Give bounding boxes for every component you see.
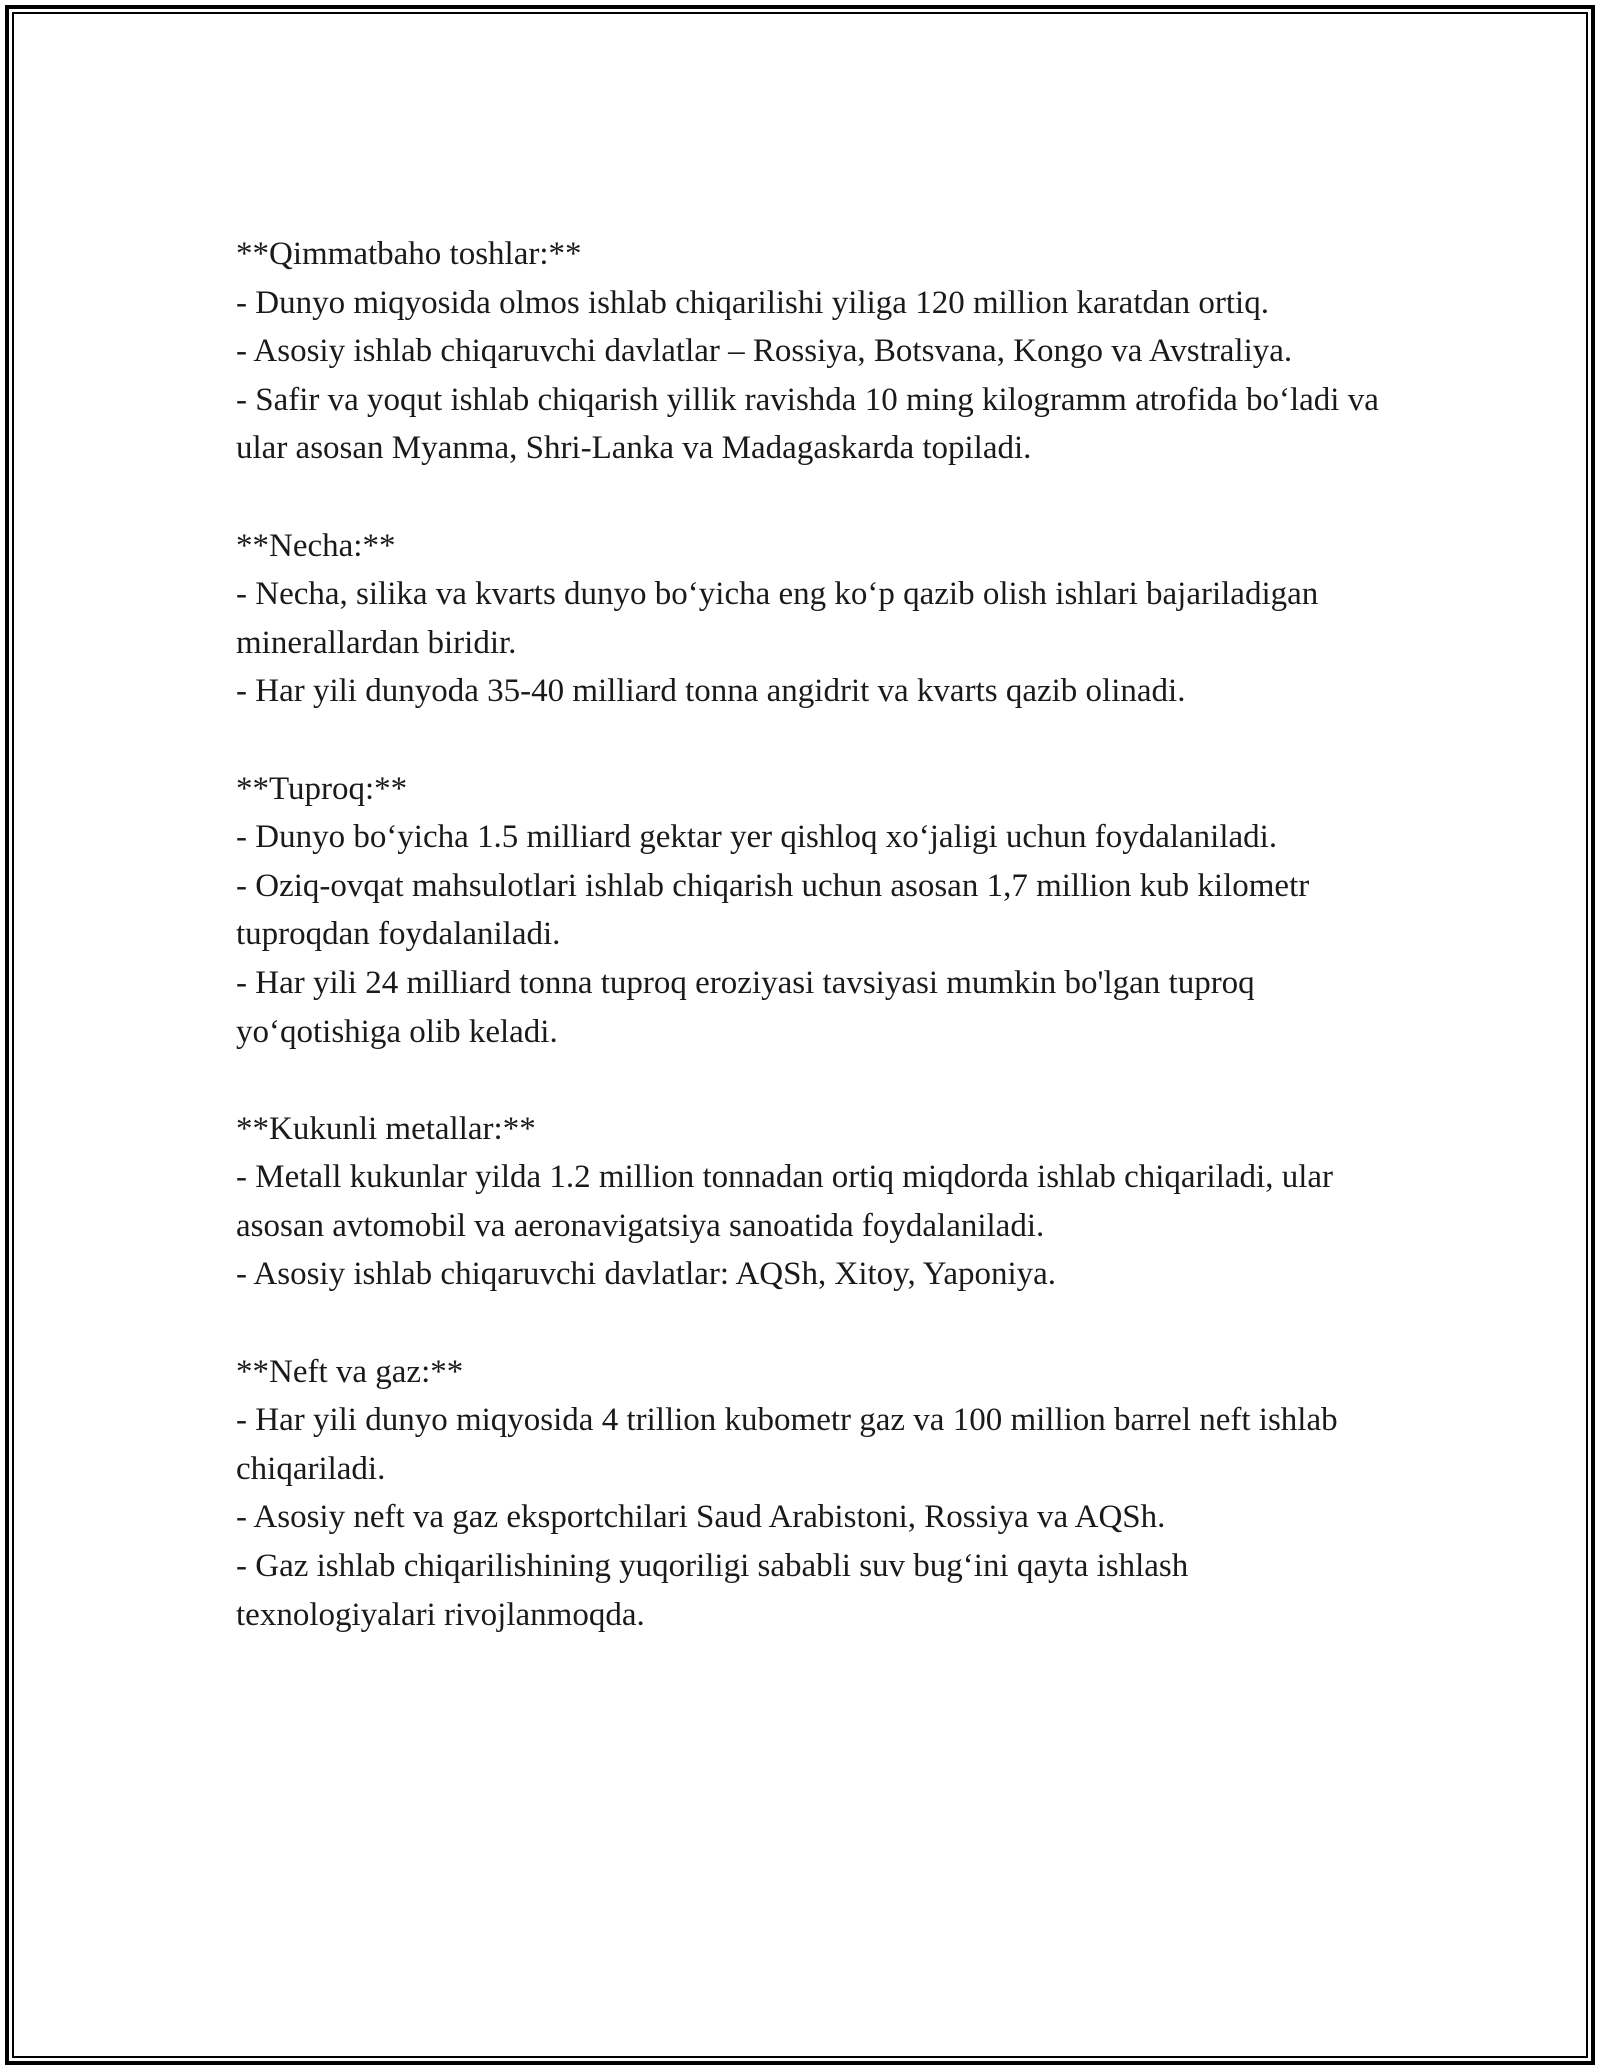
bullet-line: - Har yili dunyoda 35-40 milliard tonna angidrit va kvarts qazib olinadi.: [236, 673, 1186, 710]
section-qimmatbaho-toshlar: [236, 230, 1386, 473]
bullet-line: - Dunyo boʻyicha 1.5 milliard gektar yer qishloq xoʻjaligi uchun foydalaniladi.: [236, 819, 1278, 856]
document-body: [236, 230, 1386, 1639]
bullet-line: - Gaz ishlab chiqarilishining yuqoriligi sababli suv bugʻini qayta ishlash texnologiyalari rivojlanmoqda.: [236, 1548, 1189, 1633]
bullet-line: - Asosiy ishlab chiqaruvchi davlatlar: AQSh, Xitoy, Yaponiya.: [236, 1256, 1057, 1293]
bullet-line: - Dunyo miqyosida olmos ishlab chiqarilishi yiliga 120 million karatdan ortiq.: [236, 284, 1269, 321]
bullet-line: - Asosiy ishlab chiqaruvchi davlatlar – Rossiya, Botsvana, Kongo va Avstraliya.: [236, 333, 1293, 370]
section-heading: **Kukunli metallar:**: [236, 1110, 536, 1147]
bullet-line: - Har yili dunyo miqyosida 4 trillion kubometr gaz va 100 million barrel neft ishlab chiqariladi.: [236, 1402, 1338, 1487]
bullet-line: - Asosiy neft va gaz eksportchilari Saud Arabistoni, Rossiya va AQSh.: [236, 1499, 1166, 1536]
section-neft-va-gaz: [236, 1348, 1386, 1640]
section-tuproq: [236, 765, 1386, 1057]
section-kukunli-metallar: [236, 1105, 1386, 1299]
section-heading: **Qimmatbaho toshlar:**: [236, 236, 582, 272]
bullet-line: - Metall kukunlar yilda 1.2 million tonnadan ortiq miqdorda ishlab chiqariladi, ular asosan avtomobil va aeronavigatsiya sanoatida foydalaniladi.: [236, 1159, 1334, 1244]
bullet-line: - Oziq-ovqat mahsulotlari ishlab chiqarish uchun asosan 1,7 million kub kilometr tuproqdan foydalaniladi.: [236, 867, 1310, 953]
section-heading: **Necha:**: [236, 527, 396, 564]
section-heading: **Tuproq:**: [236, 770, 408, 807]
bullet-line: - Har yili 24 milliard tonna tuproq eroziyasi tavsiyasi mumkin bo'lgan tuproq yoʻqotishiga olib keladi.: [236, 964, 1255, 1050]
bullet-line: - Safir va yoqut ishlab chiqarish yillik ravishda 10 ming kilogramm atrofida boʻladi va ular asosan Myanma, Shri-Lanka va Madagaskarda topiladi.: [236, 381, 1379, 467]
section-necha: [236, 522, 1386, 716]
section-heading: **Neft va gaz:**: [236, 1353, 464, 1390]
bullet-line: - Necha, silika va kvarts dunyo boʻyicha eng koʻp qazib olish ishlari bajariladigan minerallardan biridir.: [236, 576, 1319, 661]
